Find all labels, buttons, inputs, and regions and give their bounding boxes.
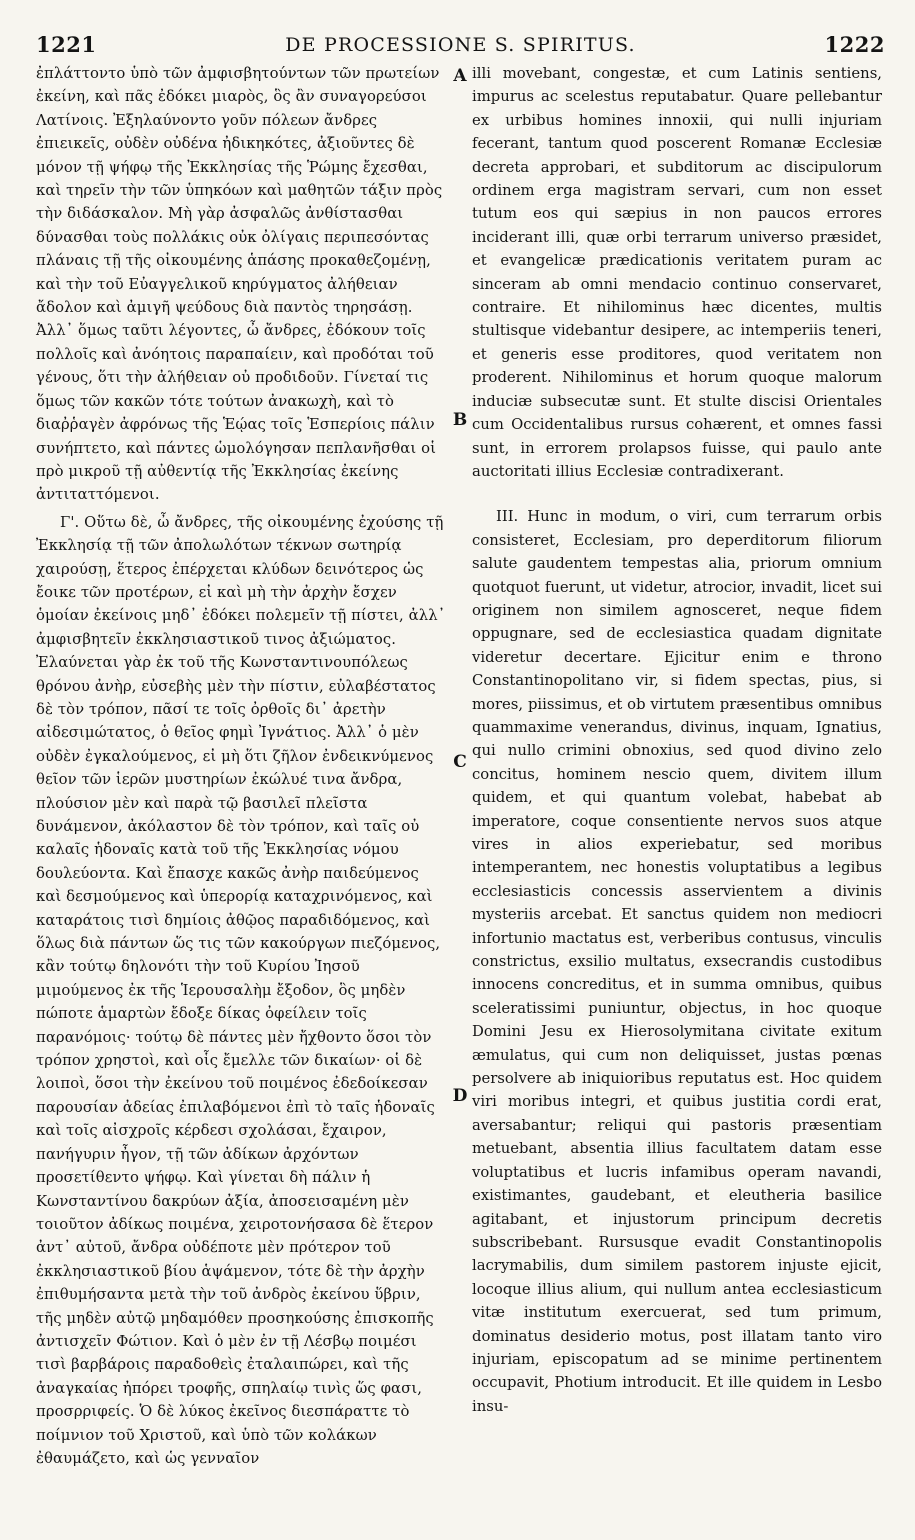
latin-paragraph-2: III. Hunc in modum, o viri, cum terrarum orbis consisteret, Ecclesiam, pro deperditorum filiorum salute gaudentem tempestas alia, priorum omnium quotquot fuerunt, ut videtur, atrocior, invadit, licet sui originem non similem agnosceret, neque fidem oppugnare, sed de ecclesiastica quadam dignitate videretur decertare. Ejicitur enim e throno Constantinopolitano vir, si fidem spectas, pius, si mores, piissimus, et ob virtutem præsentibus omnibus quammaxime venerandus, divinus, inquam, Ignatius, qui nullo crimini obnoxius, sed quod divino zelo concitus, hominem nescio quem, divitem illum quidem, et qui quantum volebat, habebat ab imperatore, coque consentiente nervos suos atque vires in alios experiebatur, sed moribus intemperantem, nec honestis voluptatibus a legibus ecclesiasticis concessis asservientem a divinis mysteriis arcebat. Et sanctus quidem non mediocri infortunio mactatus est, verberibus contusus, vinculis constrictus, exsilio multatus, exsecrandis custodibus innocens concreditus, et in summa omnibus, quibus sceleratissimi puniuntur, objectus, in hoc quoque Domini Jesu ex Hierosolymitana civitate exitum æmulatus, qui cum non deliquisset, justas pœnas persolvere ab iniquioribus reputatus est. Hoc quidem viri moribus integri, et quibus justitia cordi erat, aversabantur; reliqui qui pastoris præsentiam metuebant, absentia illius facultatem datam esse voluptatibus et lucris infamibus operam navandi, existimantes, gaudebant, et eleutheria basilice agitabant, et injustorum principum decretis subscribebant. Rursusque evadit Constantinopolis lacrymabilis, dum similem pastorem injuste ejicit, locoque illius alium, qui nullum antea ecclesiasticum vitæ institutum exercuerat, sed tum primum, dominatus desiderio motus, post illatam tanto viro injuriam, episcopatum ad se minime pertinentem occupavit, Photium introducit. Et ille quidem in Lesbo insu- (472, 508, 882, 1415)
latin-column (472, 62, 882, 1418)
right-page-number: 1222 (824, 32, 885, 57)
greek-paragraph-1: ἐπλάττοντο ὑπὸ τῶν ἀμφισβητούντων τῶν πρωτείων ἐκείνη, καὶ πᾶς ἐδόκει μιαρὸς, ὃς ἂν συναγορεύσοι Λατίνοις. Ἐξηλαύνοντο γοῦν πόλεων ἄνδρες ἐπιεικεῖς, οὐδὲν οὐδένα ἠδικηκότες, ἀξιοῦντες δὲ μόνον τῇ ψήφῳ τῆς Ἐκκλησίας τῆς Ῥώμης ἔχεσθαι, καὶ τηρεῖν τὴν τῶν ὑπηκόων καὶ μαθητῶν τάξιν πρὸς τὴν διδάσκαλον. Μὴ γὰρ ἀσφαλῶς ἀνθίστασθαι δύνασθαι τοὺς πολλάκις οὐκ ὀλίγαις περιπεσόντας πλάναις τῇ τῆς οἰκουμένης ἁπάσης προκαθεζομένῃ, καὶ τὴν τοῦ Εὐαγγελικοῦ κηρύγματος ἀλήθειαν ἄδολον καὶ ἀμιγῆ ψεύδους διὰ παντὸς τηρησάσῃ. Ἀλλ᾽ ὅμως ταῦτι λέγοντες, ὦ ἄνδρες, ἐδόκουν τοῖς πολλοῖς καὶ ἀνόητοις παραπαίειν, καὶ προδόται τοῦ γένους, ὅτι τὴν ἀλήθειαν οὐ προδιδοῦν. Γίνεταί τις ὅμως τῶν κακῶν τότε τούτων ἀνακωχὴ, καὶ τὸ διαῤῥαγὲν ἀφρόνως τῆς Ἑῴας τοῖς Ἑσπερίοις πάλιν συνήπτετο, καὶ πάντες ὡμολόγησαν πεπλανῆσθαι οἱ πρὸ μικροῦ τῇ αὐθεντίᾳ τῆς Ἐκκλησίας ἐκείνης ἀντιταττόμενοι. (36, 65, 443, 504)
greek-paragraph-2: Γ'. Οὕτω δὲ, ὦ ἄνδρες, τῆς οἰκουμένης ἐχούσης τῇ Ἐκκλησίᾳ τῇ τῶν ἀπολωλότων τέκνων σωτηρίᾳ χαιρούσῃ, ἕτερος ἐπέρχεται κλύδων δεινότερος ὡς ἔοικε τῶν προτέρων, εἰ καὶ μὴ τὴν ἀρχὴν ἔσχεν ὁμοίαν ἐκείνοις μηδ᾽ ἐδόκει πολεμεῖν τῇ πίστει, ἀλλ᾽ ἀμφισβητεῖν ἐκκλησιαστικοῦ τινος ἀξιώματος. Ἐλαύνεται γὰρ ἐκ τοῦ τῆς Κωνσταντινουπόλεως θρόνου ἀνὴρ, εὐσεβὴς μὲν τὴν πίστιν, εὐλαβέστατος δὲ τὸν τρόπον, πᾶσί τε τοῖς ὀρθοῖς δι᾽ ἀρετὴν αἰδεσιμώτατος, ὁ θεῖος φημὶ Ἰγνάτιος. Ἀλλ᾽ ὁ μὲν οὐδὲν ἐγκαλούμενος, εἰ μὴ ὅτι ζῆλον ἐνδεικνύμενος θεῖον τῶν ἱερῶν μυστηρίων ἐκώλυέ τινα ἄνδρα, πλούσιον μὲν καὶ παρὰ τῷ βασιλεῖ πλεῖστα δυνάμενον, ἀκόλαστον δὲ τὸν τρόπον, καὶ ταῖς οὐ καλαῖς ἡδοναῖς κατὰ τοῦ τῆς Ἐκκλησίας νόμου δουλεύοντα. Καὶ ἔπασχε κακῶς ἀνὴρ παιδεύμενος καὶ δεσμούμενος καὶ ὑπερορίᾳ καταχρινόμενος, καὶ καταράτοις τισὶ δημίοις ἀθῷος παραδιδόμενος, καὶ ὅλως διὰ πάντων ὥς τις τῶν κακούργων πιεζόμενος, κἂν τούτῳ δηλονότι τὴν τοῦ Κυρίου Ἰησοῦ μιμούμενος ἐκ τῆς Ἱερουσαλὴμ ἔξοδον, ὃς μηδὲν πώποτε ἁμαρτὼν ἔδοξε δίκας ὀφείλειν τοῖς παρανόμοις· τούτῳ δὲ πάντες μὲν ἤχθοντο ὅσοι τὸν τρόπον χρηστοὶ, καὶ οἷς ἔμελλε τῶν δικαίων· οἱ δὲ λοιποὶ, ὅσοι τὴν ἐκείνου τοῦ ποιμένος ἐδεδοίκεσαν παρουσίαν ἀδείας ἐπιλαβόμενοι ἐπὶ τὸ ταῖς ἡδοναῖς καὶ τοῖς αἰσχροῖς κέρδεσι σχολάσαι, ἔχαιρον, πανήγυριν ἦγον, τῇ τῶν ἀδίκων ἀρχόντων προσετίθεντο ψήφῳ. Καὶ γίνεται δὴ πάλιν ἡ Κωνσταντίνου δακρύων ἀξία, ἀποσεισαμένη μὲν τοιοῦτον ἀδίκως ποιμένα, χειροτονήσασα δὲ ἕτερον ἀντ᾽ αὐτοῦ, ἄνδρα οὐδέποτε μὲν πρότερον τοῦ ἐκκλησιαστικοῦ βίου ἁψάμενον, τότε δὲ τὴν ἀρχὴν ἐπιθυμήσαντα μετὰ τὴν τοῦ ἀνδρὸς ἐκείνου ὕβριν, τῆς μηδὲν αὐτῷ μηδαμόθεν προσηκούσης ἐπισκοπῆς ἀντισχεῖν Φώτιον. Καὶ ὁ μὲν ἐν τῇ Λέσβῳ ποιμέσι τισὶ βαρβάροις παραδοθεὶς ἐταλαιπώρει, καὶ τῆς ἀναγκαίας ἠπόρει τροφῆς, σπηλαίῳ τινὶς ὥς φασι, προσρριφείς. Ὁ δὲ λύκος ἐκεῖνος διεσπάραττε τὸ ποίμνιον τοῦ Χριστοῦ, καὶ ὑπὸ τῶν κολάκων ἐθαυμάζετο, καὶ ὡς γενναῖον (36, 513, 446, 1467)
left-page-number: 1221 (36, 32, 97, 57)
margin-letter-a: A (453, 66, 467, 86)
margin-letter-c: C (453, 752, 467, 772)
running-title: DE PROCESSIONE S. SPIRITUS. (285, 34, 636, 56)
margin-letter-d: D (452, 1086, 468, 1106)
margin-letter-b: B (452, 410, 468, 430)
running-header (36, 32, 885, 58)
latin-paragraph-1: illi movebant, congestæ, et cum Latinis sentiens, impurus ac scelestus reputabatur. Quare pellebantur ex urbibus homines innoxii, qui nulli injuriam fecerant, tantum quod poscerent Romanæ Ecclesiæ decreta approbari, et subditorum ac discipulorum ordinem erga magistram servari, cum non esset tutum eos qui sæpius in non paucos errores inciderant illi, quæ orbi terrarum universo præsidet, et evangelicæ prædicationis veritatem puram ac sinceram ab omni mendacio continuo conservaret, contraire. Et nihilominus hæc dicentes, multis stultisque videbantur desipere, ac intemperiis teneri, et generis esse proditores, quod veritatem non proderent. Nihilominus et horum quoque malorum induciæ subsecutæ sunt. Et stulte discisi Orientales cum Occidentalibus rursus cohærent, et omnes fassi sunt, in errorem prolapsos fuisse, qui paulo ante auctoritati illius Ecclesiæ contradixerant. (472, 65, 882, 480)
greek-column (36, 62, 448, 1470)
